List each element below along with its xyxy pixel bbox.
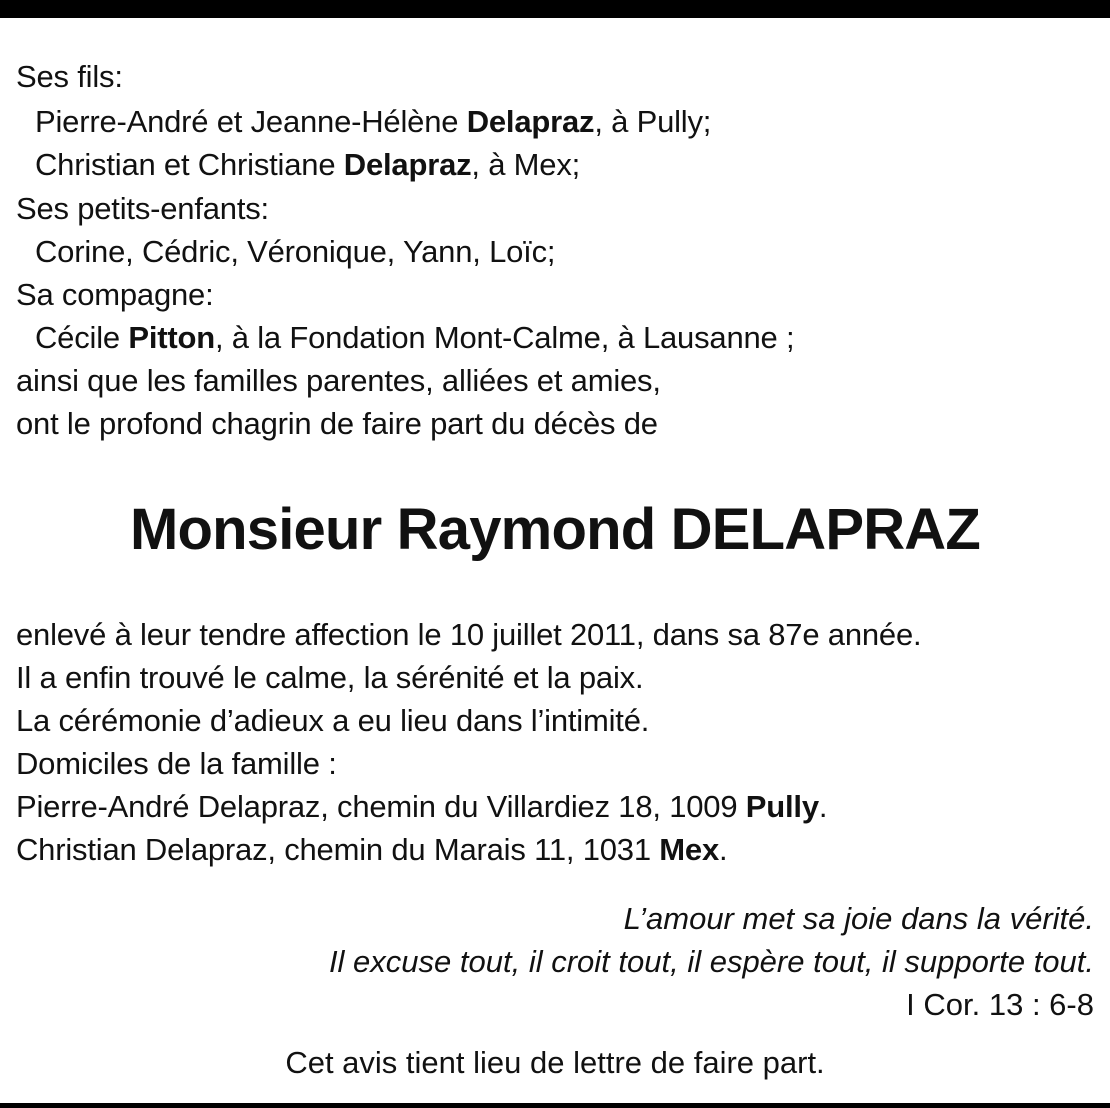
son2-place: , à Mex; <box>471 147 581 182</box>
sons-heading: Ses fils: <box>16 59 123 94</box>
companion-surname: Pitton <box>128 320 215 355</box>
domiciles-heading: Domiciles de la famille : <box>16 746 337 781</box>
deceased-name: Monsieur Raymond DELAPRAZ <box>129 497 981 562</box>
companion-place: , à la Fondation Mont-Calme, à Lausanne ; <box>214 320 795 355</box>
address1-city: Pully <box>745 789 819 824</box>
details-line-1: enlevé à leur tendre affection le 10 juillet 2011, dans sa 87e année. <box>16 617 922 652</box>
details-line-2: Il a enfin trouvé le calme, la sérénité et la paix. <box>16 660 644 695</box>
address2-city: Mex <box>659 832 719 867</box>
son2-surname: Delapraz <box>343 147 472 182</box>
address2-end: . <box>719 832 728 867</box>
bottom-border-rule <box>0 1103 1110 1108</box>
relatives-line: ainsi que les familles parentes, alliées et amies, <box>16 363 661 398</box>
closing-note: Cet avis tient lieu de lettre de faire part. <box>285 1045 825 1080</box>
quote-reference: I Cor. 13 : 6-8 <box>906 987 1094 1022</box>
companion-line <box>35 316 794 359</box>
grandchildren-names: Corine, Cédric, Véronique, Yann, Loïc; <box>35 234 556 269</box>
son1-text: Pierre-André et Jeanne-Hélène <box>35 104 467 139</box>
address2-text: Christian Delapraz, chemin du Marais 11, 1031 <box>16 832 660 867</box>
companion-text: Cécile <box>35 320 129 355</box>
quote-line-2: Il excuse tout, il croit tout, il espère tout, il supporte tout. <box>328 944 1094 979</box>
son-line-2 <box>35 143 580 186</box>
address1-end: . <box>818 789 828 824</box>
son1-surname: Delapraz <box>466 104 595 139</box>
son2-text: Christian et Christiane <box>35 147 344 182</box>
quote-line-1: L’amour met sa joie dans la vérité. <box>623 901 1094 936</box>
address1-text: Pierre-André Delapraz, chemin du Villardiez 18, 1009 <box>16 789 746 824</box>
address-line-1 <box>16 785 827 828</box>
top-border-rule <box>0 0 1110 18</box>
companion-heading: Sa compagne: <box>16 277 214 312</box>
son-line-1 <box>35 100 711 143</box>
details-line-3: La cérémonie d’adieux a eu lieu dans l’intimité. <box>16 703 650 738</box>
address-line-2 <box>16 828 727 871</box>
grandchildren-heading: Ses petits-enfants: <box>16 191 269 226</box>
announcement-line: ont le profond chagrin de faire part du décès de <box>16 406 658 441</box>
son1-place: , à Pully; <box>594 104 712 139</box>
